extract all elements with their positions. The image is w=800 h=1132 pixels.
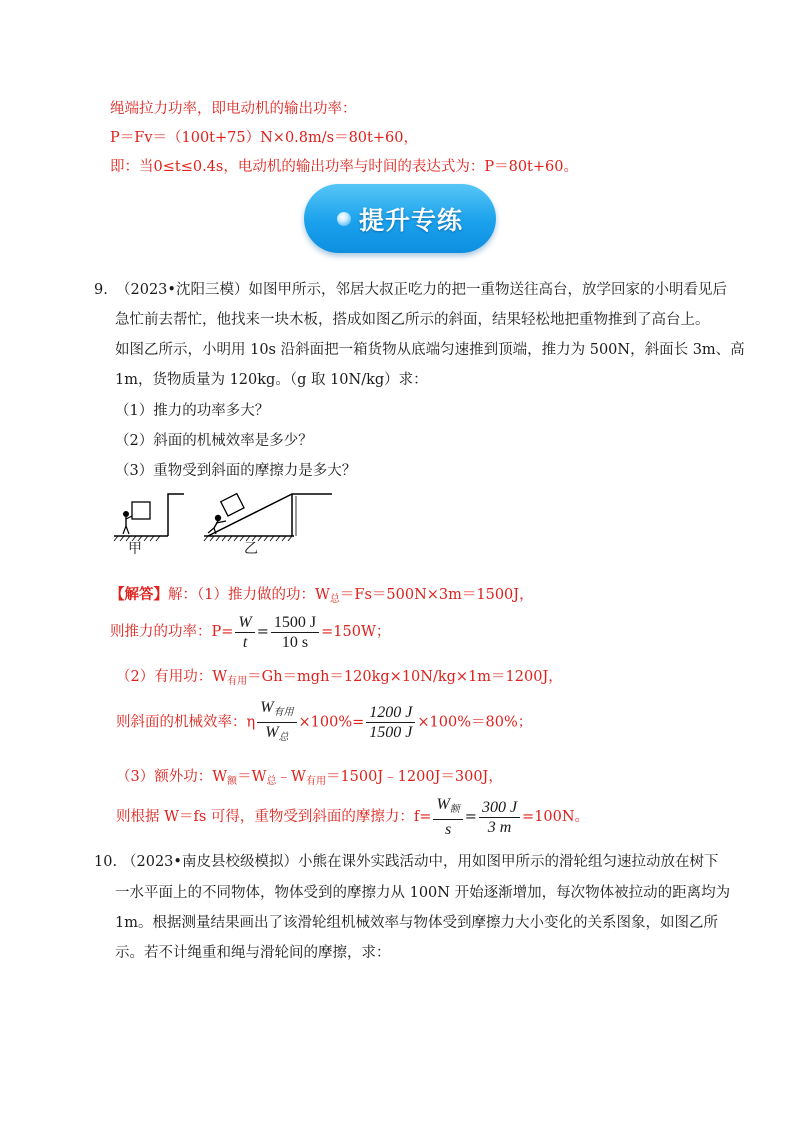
- answer-text: （3）额外功：W: [116, 769, 228, 785]
- q10-number: 10.: [94, 854, 118, 870]
- prev-solution-line-1: 绳端拉力功率，即电动机的输出功率：: [110, 101, 357, 117]
- q9-sub-1: （1）推力的功率多大？: [115, 403, 270, 419]
- q9-line-4: 1m，货物质量为 120kg。（g 取 10N/kg）求：: [115, 372, 428, 388]
- denominator: t: [242, 633, 248, 651]
- prev-solution-line-3: 即：当0≤t≤0.4s，电动机的输出功率与时间的表达式为：P＝80t+60。: [110, 159, 578, 175]
- answer-text: 则斜面的机械效率：η: [116, 714, 256, 731]
- subscript: 有用: [305, 776, 326, 787]
- q10-line-2: 一水平面上的不同物体，物体受到的摩擦力从 100N 开始逐渐增加，每次物体被拉动的距离均为: [115, 885, 731, 901]
- subscript: 总: [278, 732, 289, 743]
- answer-line-2: 则推力的功率：P= $\frac{W}{t}$ = $\frac{1500 J}{10 s}$ =150W；: [110, 613, 391, 651]
- denominator: W: [265, 724, 279, 741]
- answer-tag: 【解答】: [110, 586, 168, 603]
- numerator: W: [260, 699, 274, 716]
- figure-label-a: 甲: [128, 541, 142, 557]
- answer-text: =100N。: [522, 809, 590, 825]
- fraction: [257, 698, 296, 747]
- figure-label-b: 乙: [244, 541, 258, 557]
- denominator: 3 m: [487, 818, 512, 836]
- q9-sub-2: （2）斜面的机械效率是多少？: [115, 433, 313, 449]
- denominator: 10 s: [281, 633, 309, 651]
- q9-line-1: （2023•沈阳三模）如图甲所示，邻居大叔正吃力的把一重物送往高台，放学回家的小明看见后: [116, 282, 727, 298]
- subscript: 额: [227, 776, 238, 787]
- denominator: 1500 J: [369, 724, 413, 741]
- fraction: [366, 703, 415, 742]
- answer-text: 则推力的功率：P=: [110, 624, 234, 640]
- bubble-icon: [337, 212, 351, 226]
- answer-text: （2）有用功：W: [116, 669, 228, 685]
- numerator: 1200 J: [366, 703, 415, 723]
- fraction: [479, 798, 520, 837]
- fraction: [433, 795, 462, 839]
- subscript: 有用: [227, 676, 248, 687]
- q9-line-2: 急忙前去帮忙，他找来一块木板，搭成如图乙所示的斜面，结果轻松地把重物推到了高台上。: [115, 312, 710, 328]
- answer-line-4: [116, 698, 532, 747]
- incline-figure: [110, 488, 350, 562]
- subscript: 总: [329, 594, 340, 605]
- q9-number: 9.: [94, 282, 108, 298]
- numerator: W: [235, 613, 254, 633]
- answer-text: ＝1500J﹣1200J＝300J，: [325, 769, 503, 785]
- subscript: 总: [266, 776, 277, 787]
- fraction: [235, 613, 254, 652]
- answer-line-6: 则根据 W＝fs 可得，重物受到斜面的摩擦力：f= $\frac{W_额}{s}$ = $\frac{300 J}{3 m}$ =100N。: [116, 796, 590, 838]
- answer-text: ＝Fs＝500N×3m＝1500J，: [339, 587, 534, 603]
- subscript: 额: [449, 804, 460, 815]
- denominator: s: [445, 821, 452, 838]
- numerator: 1500 J: [271, 613, 319, 633]
- answer-text: ＝W: [237, 769, 267, 785]
- q9-sub-3: （3）重物受到斜面的摩擦力是多大？: [115, 463, 357, 479]
- answer-text: ﹣W: [276, 769, 306, 785]
- prev-solution-line-2: P＝Fv＝（100t+75）N×0.8m/s＝80t+60，: [110, 130, 418, 146]
- fraction: [271, 613, 319, 652]
- answer-line-3: [116, 667, 563, 692]
- numerator: 300 J: [479, 798, 520, 818]
- incline-diagram: [110, 488, 350, 558]
- answer-text: ×100%＝80%；: [417, 714, 533, 731]
- answer-text: 则根据 W＝fs 可得，重物受到斜面的摩擦力：f=: [116, 809, 432, 825]
- answer-text: ×100%=: [298, 714, 365, 731]
- answer-text: 解：（1）推力做的功：W: [168, 587, 330, 603]
- q9-line-3: 如图乙所示，小明用 10s 沿斜面把一箱货物从底端匀速推到顶端，推力为 500N，斜面长 3m、高: [115, 342, 745, 358]
- numerator: W: [436, 796, 450, 813]
- q10-line-1: （2023•南皮县校级模拟）小熊在课外实践活动中，用如图甲所示的滑轮组匀速拉动放在树下: [122, 854, 719, 870]
- answer-text: ＝Gh＝mgh＝120kg×10N/kg×1m＝1200J，: [247, 669, 563, 685]
- banner-label: 提升专练: [358, 205, 463, 235]
- q10-line-4: 示。若不计绳重和绳与滑轮间的摩擦，求：: [115, 945, 391, 961]
- answer-line-5: [116, 767, 503, 792]
- subscript: 有用: [273, 707, 294, 718]
- answer-text: =150W；: [321, 624, 391, 640]
- q10-line-3: 1m。根据测量结果画出了该滑轮组机械效率与物体受到摩擦力大小变化的关系图象，如图乙所: [115, 915, 718, 931]
- practice-banner: [304, 184, 496, 253]
- answer-line-1: [110, 585, 534, 610]
